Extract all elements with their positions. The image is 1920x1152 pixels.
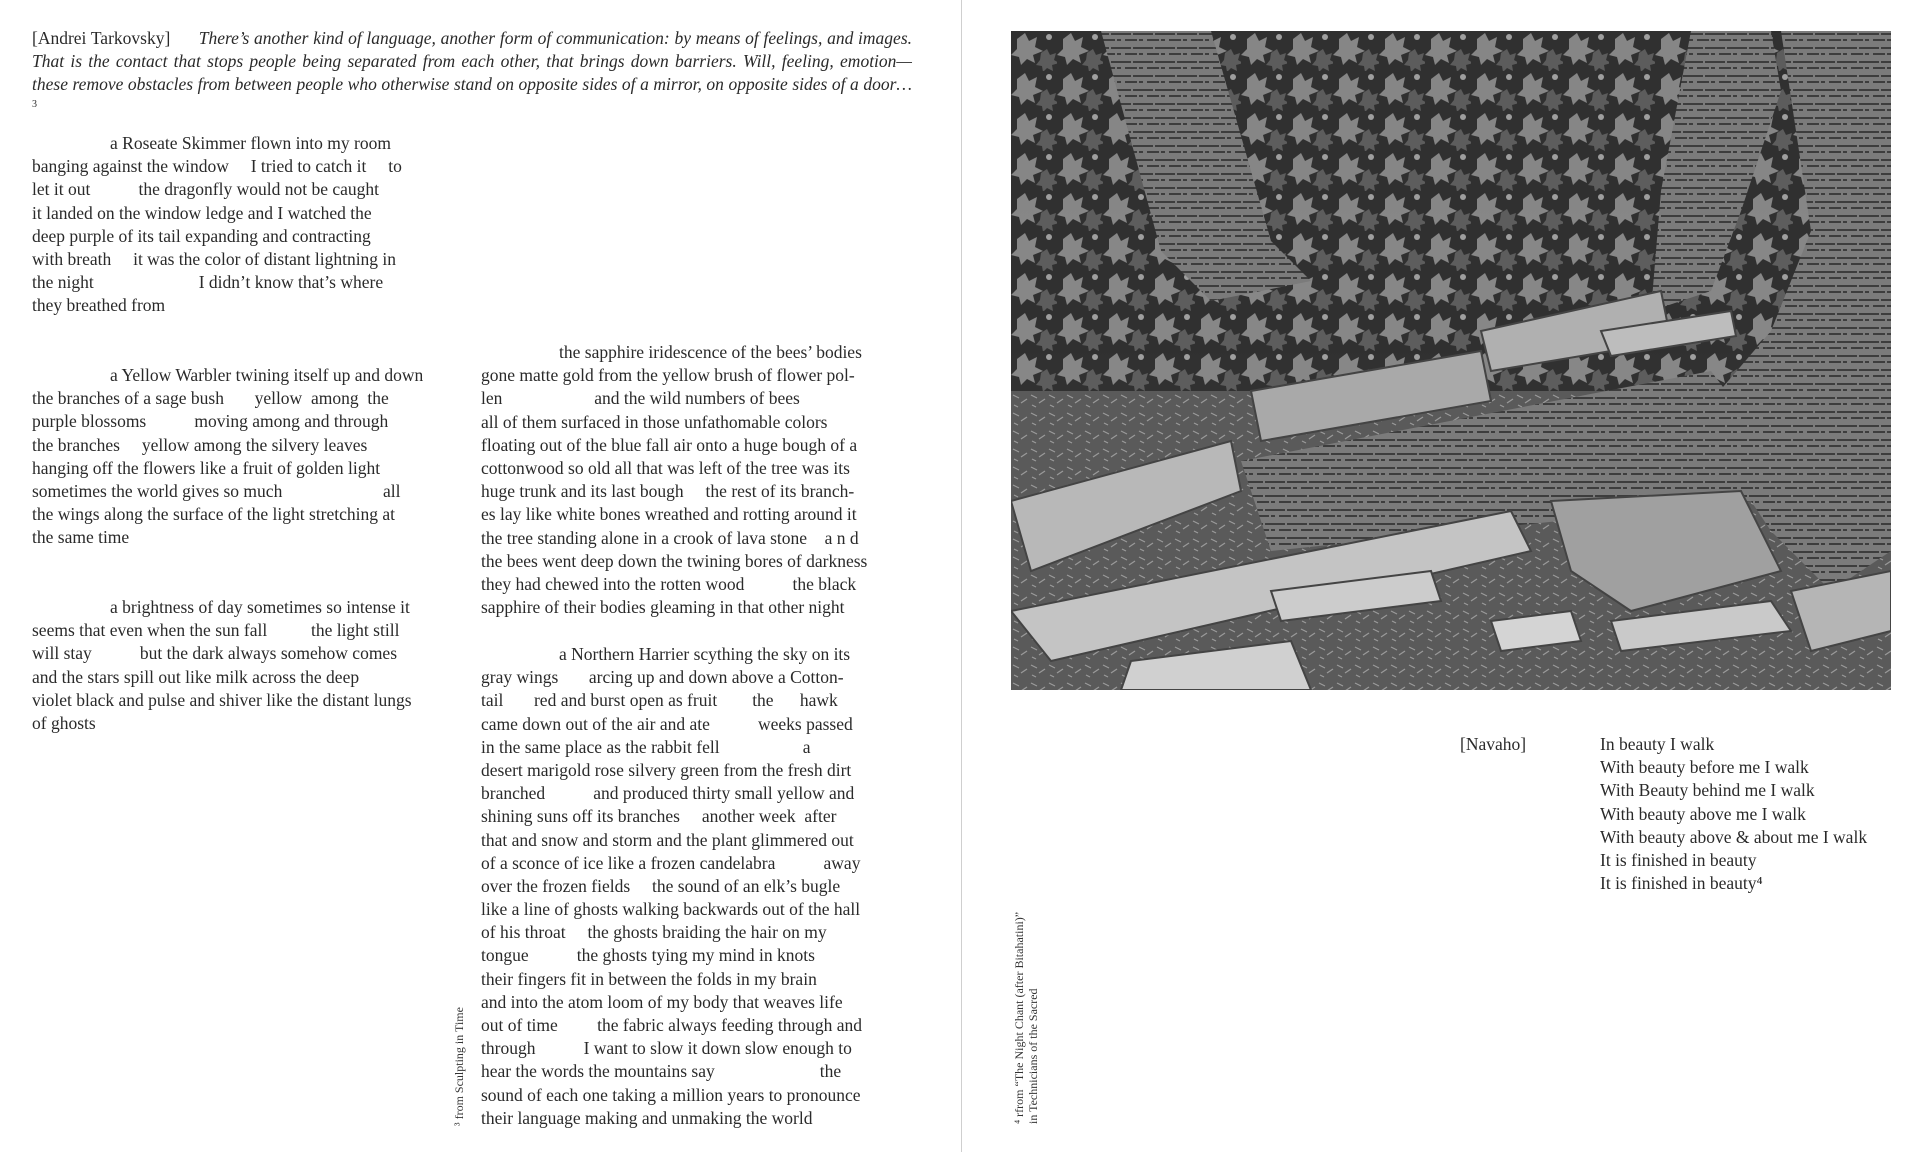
verse-line: floating out of the blue fall air onto a huge bough of a <box>481 434 858 455</box>
verse-line: out of time the fabric always feeding through and <box>481 1015 863 1035</box>
epigraph-attribution: [Andrei Tarkovsky] <box>32 28 171 48</box>
verse-line: the same time <box>32 527 130 548</box>
verse-line: sound of each one taking a million years to pronounce <box>481 1084 861 1105</box>
verse-line: sometimes the world gives so much all <box>32 480 401 501</box>
verse-line: With beauty before me I walk <box>1600 757 1809 778</box>
verse-line: In beauty I walk <box>1600 734 1715 754</box>
verse-line: With beauty above & about me I walk <box>1600 826 1868 847</box>
verse-line: With Beauty behind me I walk <box>1600 780 1815 801</box>
verse-line: a Yellow Warbler twining itself up and down <box>110 365 424 385</box>
verse-line: the branches yellow among the silvery leaves <box>32 434 368 455</box>
stanza-sapphire-bees <box>481 341 909 619</box>
night-chant-poem <box>1600 733 1900 895</box>
verse-line: their fingers fit in between the folds in my brain <box>481 968 817 989</box>
verse-line: tongue the ghosts tying my mind in knots <box>481 945 815 966</box>
verse-line: the bees went deep down the twining bores of darkness <box>481 550 868 571</box>
verse-line: sapphire of their bodies gleaming in that other night <box>481 597 845 618</box>
verse-line: violet black and pulse and shiver like the distant lungs <box>32 689 412 710</box>
stanza-yellow-warbler <box>32 364 460 550</box>
verse-line: tail red and burst open as fruit the hawk <box>481 690 838 711</box>
verse-line: huge trunk and its last bough the rest of its branch- <box>481 481 855 502</box>
verse-line: in the same place as the rabbit fell a <box>481 736 811 757</box>
verse-line: like a line of ghosts walking backwards out of the hall <box>481 899 861 920</box>
verse-line: over the frozen fields the sound of an elk’s bugle <box>481 875 841 896</box>
verse-line: of ghosts <box>32 712 96 733</box>
stanza-brightness-of-day <box>32 596 460 735</box>
page-gutter-divider <box>961 0 962 1152</box>
verse-line: the wings along the surface of the light stretching at <box>32 504 396 525</box>
verse-line: a Northern Harrier scything the sky on its <box>559 644 851 664</box>
verse-line: a brightness of day sometimes so intense it <box>110 597 410 617</box>
footnote-4-line-2: in Technicians of the Sacred <box>1026 988 1040 1124</box>
footnote-4-line-1: ⁴ rfrom “The Night Chant (after Bitahatini)” <box>1012 911 1026 1124</box>
verse-line: It is finished in beauty⁴ <box>1600 873 1763 894</box>
verse-line: cottonwood so old all that was left of the tree was its <box>481 457 850 478</box>
verse-line: of his throat the ghosts braiding the hair on my <box>481 922 827 943</box>
verse-line: and into the atom loom of my body that weaves life <box>481 991 843 1012</box>
verse-line: came down out of the air and ate weeks passed <box>481 713 853 734</box>
verse-line: branched and produced thirty small yellow and <box>481 783 855 804</box>
verse-line: with breath it was the color of distant lightning in <box>32 248 397 269</box>
verse-line: seems that even when the sun fall the light still <box>32 620 400 641</box>
verse-line: gone matte gold from the yellow brush of flower pol- <box>481 365 855 386</box>
verse-line: hanging off the flowers like a fruit of golden light <box>32 457 381 478</box>
epigraph-quote: There’s another kind of language, another form of communication: by means of feelings, and images. That is the contact that stops people being separated from each other, that brings down barriers. Will, feeling, emotion—these remove obstacles from between people who otherwise stand on opposite sides of a mirror, on opposite sides of a door… <box>32 28 913 95</box>
verse-line: the sapphire iridescence of the bees’ bodies <box>559 342 862 362</box>
verse-line: hear the words the mountains say the <box>481 1061 842 1082</box>
verse-line: all of them surfaced in those unfathomable colors <box>481 411 828 432</box>
stanza-northern-harrier <box>481 643 909 1130</box>
verse-line: will stay but the dark always somehow comes <box>32 643 398 664</box>
verse-line: shining suns off its branches another week after <box>481 806 837 827</box>
verse-line: purple blossoms moving among and through <box>32 411 389 432</box>
verse-line: With beauty above me I walk <box>1600 803 1806 824</box>
verse-line: es lay like white bones wreathed and rotting around it <box>481 504 857 525</box>
verse-line: banging against the window I tried to catch it to <box>32 156 402 177</box>
verse-line: len and the wild numbers of bees <box>481 388 800 409</box>
verse-line: desert marigold rose silvery green from the fresh dirt <box>481 759 852 780</box>
stanza-roseate-skimmer <box>32 132 460 318</box>
verse-line: of a sconce of ice like a frozen candelabra away <box>481 852 861 873</box>
verse-line: they breathed from <box>32 295 166 316</box>
verse-line: It is finished in beauty <box>1600 849 1757 870</box>
verse-line: that and snow and storm and the plant glimmered out <box>481 829 854 850</box>
photo-illustration <box>1011 31 1891 690</box>
verse-line: gray wings arcing up and down above a Cotton- <box>481 667 844 688</box>
verse-line: and the stars spill out like milk across the deep <box>32 666 360 687</box>
verse-line: deep purple of its tail expanding and contracting <box>32 225 371 246</box>
epigraph-footnote-marker: 3 <box>32 98 37 110</box>
footnote-3: ³ from Sculpting in Time <box>452 1007 466 1126</box>
verse-line: their language making and unmaking the world <box>481 1107 813 1128</box>
verse-line: let it out the dragonfly would not be caught <box>32 179 380 200</box>
forest-photograph <box>1011 31 1891 690</box>
verse-line: the night I didn’t know that’s where <box>32 272 384 293</box>
verse-line: a Roseate Skimmer flown into my room <box>110 133 391 153</box>
poem-attribution: [Navaho] <box>1460 734 1527 754</box>
verse-line: they had chewed into the rotten wood the black <box>481 573 857 594</box>
verse-line: it landed on the window ledge and I watched the <box>32 202 372 223</box>
epigraph <box>32 27 912 120</box>
verse-line: the tree standing alone in a crook of lava stone a n d <box>481 527 859 548</box>
verse-line: through I want to slow it down slow enough to <box>481 1038 852 1059</box>
verse-line: the branches of a sage bush yellow among the <box>32 388 389 409</box>
